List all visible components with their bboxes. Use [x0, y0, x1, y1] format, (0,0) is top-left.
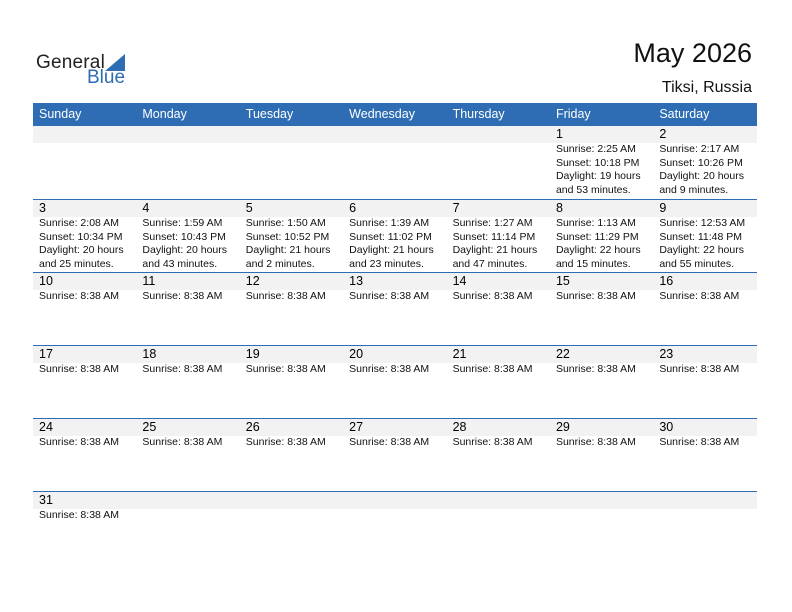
day-cell: [343, 200, 446, 272]
day-number: 10: [39, 274, 53, 288]
calendar-week: [33, 126, 757, 199]
day-cell: [240, 273, 343, 345]
day-number: 26: [245, 420, 260, 434]
day-sun-info: [659, 436, 756, 450]
day-sun-info: [246, 363, 343, 377]
day-cell: [343, 419, 446, 491]
logo-text-blue: Blue: [87, 67, 126, 88]
sun-info-line: Sunset: 10:26 PM: [659, 156, 743, 169]
day-cell: [653, 126, 756, 199]
day-number: 27: [349, 420, 364, 434]
sun-info-line: Sunset: 11:48 PM: [659, 230, 743, 243]
sun-info-line: Daylight: 21 hours: [452, 244, 538, 256]
day-sun-info: [556, 290, 653, 304]
day-number: 16: [659, 274, 674, 288]
day-sun-info: [246, 217, 343, 271]
day-sun-info: [659, 290, 756, 304]
calendar-week: [33, 199, 757, 272]
sun-info-line: Sunrise: 8:38 AM: [39, 509, 119, 521]
empty-day-cell: [240, 492, 343, 531]
sun-info-line: Sunrise: 2:25 AM: [555, 143, 636, 155]
day-cell: [33, 492, 136, 531]
sun-info-line: Sunrise: 1:13 AM: [555, 217, 636, 229]
day-number: 5: [245, 201, 253, 215]
calendar-week: [33, 345, 757, 418]
day-sun-info: [142, 436, 239, 450]
day-cell: [33, 200, 136, 272]
weekday-monday: Monday: [142, 107, 187, 121]
weekday-saturday: Saturday: [659, 107, 710, 121]
day-number: 28: [452, 420, 467, 434]
day-number: 29: [555, 420, 570, 434]
day-number: 21: [452, 347, 467, 361]
calendar-week: [33, 272, 757, 345]
sun-info-line: and 55 minutes.: [659, 257, 735, 270]
day-sun-info: [453, 436, 550, 450]
empty-day-cell: [550, 492, 653, 531]
sun-info-line: Sunrise: 12:53 AM: [659, 217, 746, 229]
day-sun-info: [659, 217, 756, 271]
day-cell: [550, 419, 653, 491]
sun-info-line: and 53 minutes.: [555, 183, 631, 196]
day-cell: [550, 273, 653, 345]
sun-info-line: Sunrise: 8:38 AM: [349, 363, 430, 375]
day-sun-info: [453, 363, 550, 377]
sun-info-line: Sunrise: 1:27 AM: [452, 217, 533, 229]
day-cell: [343, 273, 446, 345]
weekday-wednesday: Wednesday: [349, 107, 415, 121]
sun-info-line: Sunset: 11:02 PM: [349, 230, 432, 243]
day-sun-info: [659, 143, 756, 197]
sun-info-line: Sunrise: 1:39 AM: [349, 217, 430, 229]
day-sun-info: [142, 363, 239, 377]
page-title: May 2026: [633, 38, 752, 68]
day-number: 24: [39, 420, 53, 434]
empty-day-cell: [447, 492, 550, 531]
day-sun-info: [349, 436, 446, 450]
day-cell: [447, 200, 550, 272]
calendar-week: [33, 418, 757, 491]
day-sun-info: [39, 509, 136, 523]
day-cell: [447, 419, 550, 491]
weekday-sunday: Sunday: [39, 107, 82, 121]
day-cell: [550, 346, 653, 418]
sun-info-line: Sunrise: 2:17 AM: [659, 143, 740, 155]
day-number: 14: [452, 274, 467, 288]
sun-info-line: Daylight: 22 hours: [659, 244, 744, 256]
day-number: 1: [555, 127, 563, 141]
empty-day-cell: [343, 126, 446, 199]
sun-info-line: Sunrise: 2:08 AM: [39, 217, 119, 229]
day-cell: [653, 346, 756, 418]
day-cell: [447, 273, 550, 345]
sun-info-line: and 23 minutes.: [349, 257, 424, 270]
sun-info-line: Sunrise: 8:38 AM: [659, 436, 740, 448]
day-number: 18: [142, 347, 157, 361]
empty-day-cell: [136, 492, 239, 531]
day-sun-info: [39, 290, 136, 304]
sun-info-line: Sunrise: 8:38 AM: [555, 436, 636, 448]
empty-day-cell: [343, 492, 446, 531]
sun-info-line: Sunrise: 8:38 AM: [39, 363, 119, 375]
day-cell: [136, 200, 239, 272]
day-cell: [653, 419, 756, 491]
sun-info-line: Sunrise: 1:50 AM: [245, 217, 326, 229]
sun-info-line: Daylight: 20 hours: [142, 244, 228, 256]
sun-info-line: Daylight: 20 hours: [659, 170, 744, 182]
day-cell: [33, 273, 136, 345]
day-number: 11: [142, 274, 156, 288]
day-number: 4: [142, 201, 150, 215]
day-number: 19: [245, 347, 260, 361]
sun-info-line: Sunrise: 8:38 AM: [452, 363, 533, 375]
empty-day-cell: [240, 126, 343, 199]
sun-info-line: Sunset: 10:18 PM: [555, 156, 640, 169]
day-sun-info: [246, 436, 343, 450]
day-cell: [240, 346, 343, 418]
day-cell: [240, 419, 343, 491]
sun-info-line: Sunrise: 8:38 AM: [39, 436, 119, 448]
day-number: 22: [555, 347, 570, 361]
sun-info-line: Sunrise: 8:38 AM: [245, 363, 326, 375]
sun-info-line: Sunrise: 8:38 AM: [349, 436, 430, 448]
day-cell: [136, 273, 239, 345]
day-number: 20: [349, 347, 364, 361]
day-cell: [240, 200, 343, 272]
day-sun-info: [39, 363, 136, 377]
sun-info-line: Sunrise: 8:38 AM: [245, 436, 326, 448]
sun-info-line: and 47 minutes.: [452, 257, 528, 270]
sun-info-line: Sunrise: 8:38 AM: [452, 436, 533, 448]
day-cell: [550, 200, 653, 272]
sun-info-line: and 25 minutes.: [39, 257, 114, 270]
sun-info-line: Sunrise: 8:38 AM: [142, 363, 223, 375]
day-cell: [343, 346, 446, 418]
day-sun-info: [556, 217, 653, 271]
day-cell: [550, 126, 653, 199]
sun-info-line: and 2 minutes.: [245, 257, 315, 270]
day-sun-info: [659, 363, 756, 377]
day-sun-info: [142, 290, 239, 304]
sun-info-line: Sunrise: 8:38 AM: [245, 290, 326, 302]
calendar-grid: [33, 103, 757, 531]
day-number: 25: [142, 420, 157, 434]
calendar-week: [33, 491, 757, 531]
day-sun-info: [39, 436, 136, 450]
weeks-container: [33, 126, 757, 531]
sun-info-line: Daylight: 19 hours: [555, 170, 641, 182]
sun-info-line: Sunrise: 8:38 AM: [39, 290, 119, 302]
day-number: 3: [39, 201, 46, 215]
day-sun-info: [349, 290, 446, 304]
sun-info-line: Sunrise: 8:38 AM: [142, 436, 223, 448]
day-sun-info: [556, 143, 653, 197]
sun-info-line: Sunrise: 8:38 AM: [452, 290, 533, 302]
empty-day-cell: [653, 492, 756, 531]
day-sun-info: [349, 217, 446, 271]
sun-info-line: Sunrise: 8:38 AM: [555, 363, 636, 375]
sun-info-line: Sunrise: 1:59 AM: [142, 217, 223, 229]
sun-info-line: Sunrise: 8:38 AM: [555, 290, 636, 302]
empty-day-cell: [33, 126, 136, 199]
day-number: 7: [452, 201, 460, 215]
day-cell: [33, 419, 136, 491]
sun-info-line: Sunset: 11:29 PM: [555, 230, 639, 243]
day-number: 8: [555, 201, 563, 215]
sun-info-line: Sunrise: 8:38 AM: [659, 363, 740, 375]
weekday-header: [33, 103, 757, 126]
day-cell: [136, 346, 239, 418]
sun-info-line: Daylight: 21 hours: [245, 244, 331, 256]
day-sun-info: [453, 290, 550, 304]
day-cell: [653, 273, 756, 345]
location-label: Tiksi, Russia: [661, 79, 752, 96]
day-number: 6: [349, 201, 357, 215]
weekday-tuesday: Tuesday: [245, 107, 294, 121]
empty-day-cell: [136, 126, 239, 199]
day-number: 13: [349, 274, 364, 288]
day-sun-info: [246, 290, 343, 304]
weekday-friday: Friday: [555, 107, 591, 121]
sun-info-line: Sunset: 10:52 PM: [245, 230, 330, 243]
sun-info-line: Sunrise: 8:38 AM: [659, 290, 740, 302]
day-cell: [653, 200, 756, 272]
sun-info-line: Sunset: 11:14 PM: [452, 230, 536, 243]
day-sun-info: [142, 217, 239, 271]
sun-info-line: Daylight: 20 hours: [39, 244, 124, 256]
day-cell: [33, 346, 136, 418]
day-sun-info: [556, 436, 653, 450]
logo: [36, 50, 136, 90]
day-number: 17: [39, 347, 53, 361]
sun-info-line: and 43 minutes.: [142, 257, 218, 270]
day-number: 31: [39, 493, 53, 507]
day-sun-info: [39, 217, 136, 271]
sun-info-line: Daylight: 22 hours: [555, 244, 641, 256]
sun-info-line: Sunset: 10:43 PM: [142, 230, 226, 243]
empty-day-cell: [447, 126, 550, 199]
day-number: 30: [659, 420, 674, 434]
day-cell: [136, 419, 239, 491]
sun-info-line: Sunrise: 8:38 AM: [142, 290, 223, 302]
sun-info-line: and 15 minutes.: [555, 257, 631, 270]
sun-info-line: and 9 minutes.: [659, 183, 729, 196]
day-cell: [447, 346, 550, 418]
day-sun-info: [556, 363, 653, 377]
day-number: 15: [555, 274, 570, 288]
day-number: 12: [245, 274, 260, 288]
logo-text-general: General: [36, 52, 105, 73]
day-number: 9: [659, 201, 667, 215]
sun-info-line: Sunset: 10:34 PM: [39, 230, 123, 243]
day-number: 2: [659, 127, 667, 141]
day-sun-info: [349, 363, 446, 377]
day-number: 23: [659, 347, 674, 361]
sun-info-line: Sunrise: 8:38 AM: [349, 290, 430, 302]
sun-info-line: Daylight: 21 hours: [349, 244, 434, 256]
weekday-thursday: Thursday: [452, 107, 505, 121]
day-sun-info: [453, 217, 550, 271]
